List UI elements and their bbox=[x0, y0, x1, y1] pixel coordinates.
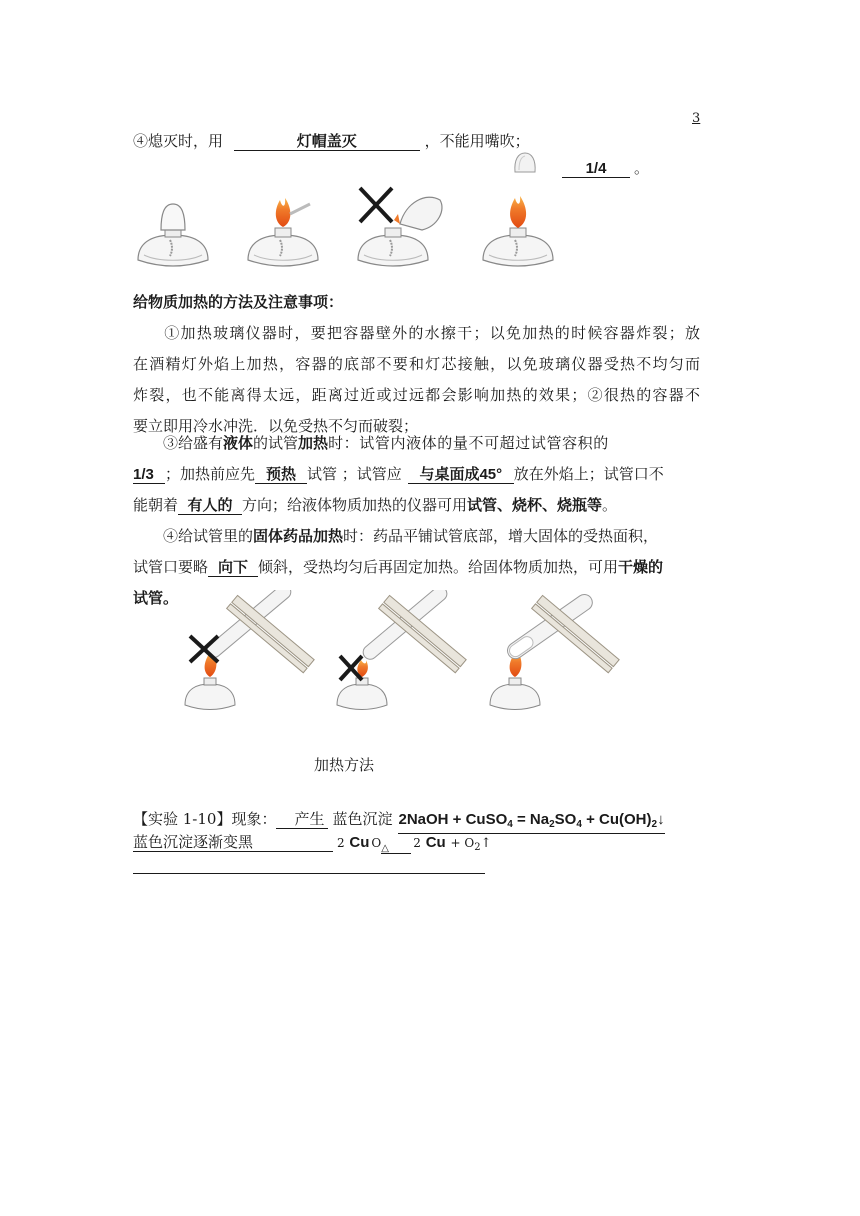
heating-methods-figure bbox=[180, 590, 660, 720]
answer-45-degree: 与桌面成45° bbox=[408, 467, 514, 484]
section-heading: 给物质加热的方法及注意事项： bbox=[133, 294, 344, 311]
heating-correct bbox=[490, 591, 619, 709]
blank-answer-line bbox=[133, 873, 485, 874]
experiment-line2: 蓝色沉淀逐渐变黑 2 Cu O △ 2 $Cu + O_2↑$ bbox=[133, 833, 492, 854]
heating-wrong-2 bbox=[337, 590, 466, 710]
experiment-label: 【实验 1-10】现象： bbox=[133, 810, 277, 828]
answer-lamp-cap: 灯帽盖灭 bbox=[234, 134, 420, 151]
para3-line2: 试管口要略 向下 倾斜，受热均匀后再固定加热。给固体物质加热，可用干燥的 bbox=[133, 558, 664, 576]
extinguish-suffix: ，不能用嘴吹； bbox=[424, 132, 530, 150]
para2-line3: 能朝着 有人的 方向；给液体物质加热的仪器可用试管、烧杯、烧瓶等。 bbox=[133, 496, 618, 514]
para2-line1: ③给盛有液体的试管加热时：试管内液体的量不可超过试管容积的 bbox=[163, 434, 609, 452]
para1-line2: 在酒精灯外焰上加热，容器的底部不要和灯芯接触，以免玻璃仪器受热不均匀而 bbox=[133, 355, 700, 373]
experiment-line1 bbox=[133, 812, 665, 834]
amount-suffix: 。 bbox=[634, 159, 650, 177]
answer-blue-precipitate: 蓝色沉淀 bbox=[332, 810, 393, 828]
extinguish-prefix: ④熄灭时，用 bbox=[133, 132, 224, 150]
answer-preheat: 预热 bbox=[255, 467, 307, 484]
lamp-cap-icon bbox=[510, 150, 540, 176]
answer-turn-black: 蓝色沉淀逐渐变黑 bbox=[133, 835, 333, 852]
lamp-capped bbox=[138, 204, 208, 266]
para1-line4: 要立即用冷水冲洗．以免受热不匀而破裂； bbox=[133, 417, 419, 435]
extinguish-line bbox=[133, 134, 700, 151]
heat-symbol: △ bbox=[381, 843, 389, 854]
figure-caption: 加热方法 bbox=[314, 756, 375, 774]
alcohol-amount-line bbox=[562, 161, 649, 178]
para1-line3: 炸裂，也不能离得太远，距离过近或过远都会影响加热的效果；②很热的容器不 bbox=[133, 386, 700, 404]
para3-line1: ④给试管里的固体药品加热时：药品平铺试管底部，增大固体的受热面积， bbox=[163, 527, 659, 545]
answer-one-third: 1/3 bbox=[133, 467, 165, 484]
answer-people: 有人的 bbox=[178, 498, 242, 515]
lamp-lighting-with-match bbox=[248, 198, 318, 266]
answer-one-quarter: 1/4 bbox=[562, 161, 630, 178]
reaction-equation: 2NaOH + CuSO$_4$ = $Na_2SO_4$ + $Cu(OH)_2↓$ bbox=[398, 812, 664, 834]
lamp-wrong-lighting bbox=[358, 188, 442, 266]
answer-produce: 产生 bbox=[276, 812, 328, 829]
page-number: 3 bbox=[692, 111, 701, 126]
lamp-lit bbox=[483, 196, 553, 266]
answer-downward: 向下 bbox=[208, 560, 258, 577]
para2-line2: 1/3 ；加热前应先 预热 试管 ；试管应 与桌面成45° 放在外焰上；试管口不 bbox=[133, 465, 664, 483]
heating-wrong-1 bbox=[185, 590, 314, 710]
para1-line1: ①加热玻璃仪器时，要把容器壁外的水擦干；以免加热的时候容器炸裂；放 bbox=[163, 324, 700, 342]
alcohol-lamps-figure bbox=[128, 180, 578, 280]
para3-line3: 试管。 bbox=[133, 590, 179, 607]
